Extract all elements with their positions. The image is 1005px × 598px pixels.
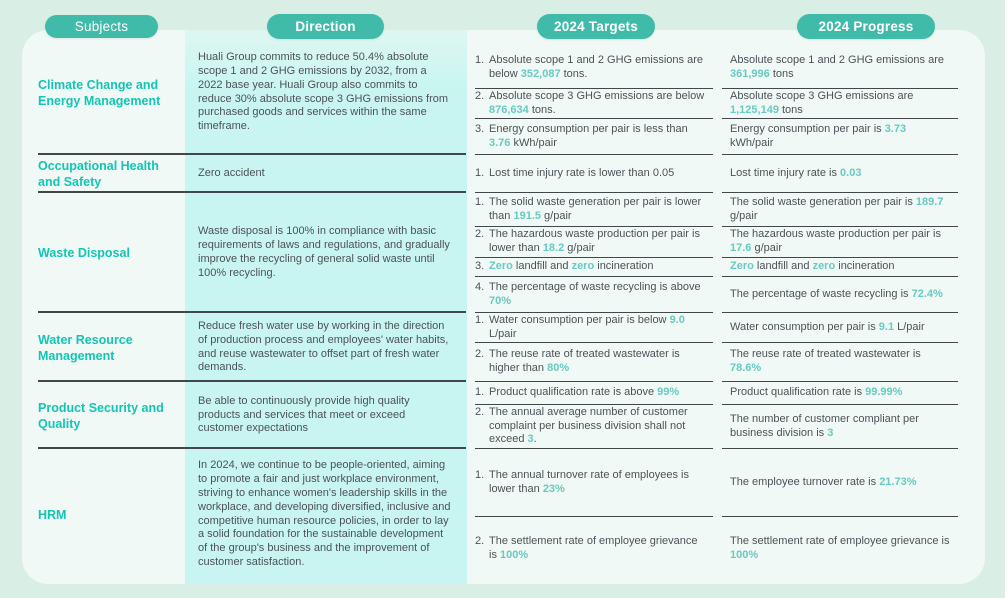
accent-value: 100% <box>500 548 529 561</box>
accent-value: 17.6 <box>730 242 752 254</box>
text-segment: Energy consumption per pair is less than <box>489 122 688 135</box>
accent-value: zero <box>812 260 836 273</box>
accent-value: 3 <box>527 433 534 446</box>
accent-value: 80% <box>547 362 570 374</box>
target-cell <box>475 277 713 313</box>
text-segment: The number of customer compliant per business division is <box>730 412 919 439</box>
progress-cell <box>722 343 958 382</box>
target-number: 1. <box>475 386 485 399</box>
progress-cell <box>722 405 958 449</box>
accent-value: 9.0 <box>669 313 685 326</box>
target-row-inner <box>475 167 705 181</box>
accent-value: 72.4% <box>911 287 943 300</box>
progress-cell <box>722 155 958 193</box>
text-segment: The annual turnover rate of employees is lower than <box>489 468 689 495</box>
subject-cell <box>22 449 185 580</box>
target-progress-items <box>467 449 985 580</box>
progress-text <box>730 348 952 375</box>
accent-value: 361,996 <box>730 68 770 80</box>
text-segment: Water consumption per pair is <box>730 320 879 333</box>
subject-label: Product Security and Quality <box>38 400 164 431</box>
text-segment: The settlement rate of employee grievance is <box>489 534 698 561</box>
target-text <box>489 54 705 81</box>
direction-text: Reduce fresh water use by working in the direction of production process and employees' water habits, and reuse wastewater to offset part of fresh water demands. <box>198 319 449 374</box>
text-segment: Lost time injury rate is <box>730 166 841 179</box>
text-segment: incineration <box>835 260 895 273</box>
target-progress-row <box>467 382 958 405</box>
progress-text <box>730 413 952 440</box>
target-number: 2. <box>475 534 485 547</box>
target-progress-row <box>467 258 958 277</box>
accent-value: zero <box>571 260 595 273</box>
progress-cell <box>722 48 958 89</box>
target-text <box>489 314 705 341</box>
text-segment: g/pair <box>751 242 782 254</box>
progress-text <box>730 260 895 274</box>
subject-cell <box>22 313 185 382</box>
subject-cell <box>22 30 185 155</box>
text-segment: Product qualification rate is <box>730 386 866 399</box>
target-row-inner <box>475 406 705 447</box>
target-text <box>489 228 705 255</box>
text-segment: g/pair <box>730 209 758 222</box>
text-segment: The solid waste generation per pair is lower than <box>489 195 702 222</box>
accent-value: 99.99% <box>865 386 903 399</box>
target-progress-row <box>467 313 958 343</box>
text-segment: The settlement rate of employee grievance is <box>730 534 950 547</box>
table-row <box>22 30 985 155</box>
target-text <box>489 406 705 447</box>
text-segment: tons <box>778 103 803 116</box>
accent-value: 191.5 <box>513 209 541 222</box>
text-segment: Energy consumption per pair is <box>730 122 885 135</box>
subject-cell <box>22 155 185 193</box>
accent-value: 3.76 <box>489 136 511 149</box>
accent-value: 21.73% <box>879 475 917 488</box>
direction-cell <box>185 30 467 155</box>
subject-label: Waste Disposal <box>38 246 130 260</box>
target-number: 2. <box>475 406 485 419</box>
accent-value: 189.7 <box>915 195 944 208</box>
text-segment: g/pair <box>564 242 595 254</box>
text-segment: Absolute scope 3 GHG emissions are <box>730 89 914 102</box>
direction-text: Be able to continuously provide high quality products and services that meet or exceed customer expectations <box>198 394 410 435</box>
target-text <box>489 260 705 274</box>
progress-cell <box>722 119 958 155</box>
progress-cell <box>722 382 958 405</box>
target-cell <box>475 227 713 258</box>
subject-cell <box>22 382 185 449</box>
text-segment: landfill and <box>753 260 813 273</box>
column-header-subjects: Subjects <box>45 15 158 38</box>
progress-text <box>730 476 917 490</box>
progress-text <box>730 90 952 117</box>
target-row-inner <box>475 260 705 274</box>
target-row-inner <box>475 348 705 375</box>
target-progress-row <box>467 343 958 382</box>
text-segment: The percentage of waste recycling is <box>730 287 912 300</box>
progress-text <box>730 288 943 302</box>
target-number: 2. <box>475 89 485 102</box>
text-segment: Absolute scope 1 and 2 GHG emissions are <box>730 54 945 67</box>
progress-cell <box>722 193 958 227</box>
text-segment: The percentage of waste recycling is above <box>489 280 701 293</box>
table-row <box>22 382 985 449</box>
text-segment: The solid waste generation per pair is <box>730 195 916 208</box>
target-cell <box>475 193 713 227</box>
accent-value: 70% <box>489 294 512 307</box>
text-segment: landfill and <box>512 260 572 273</box>
text-segment: Lost time injury rate is lower than 0.05 <box>489 166 675 179</box>
column-header-2024-targets: 2024 Targets <box>537 14 655 39</box>
target-number: 4. <box>475 280 485 293</box>
subject-label: Climate Change and Energy Management <box>38 77 161 108</box>
target-text <box>489 469 705 496</box>
subject-label: Water Resource Management <box>38 332 133 363</box>
targets-table-card <box>22 30 985 584</box>
progress-cell <box>722 449 958 517</box>
table-row <box>22 449 985 580</box>
progress-text <box>730 167 861 181</box>
accent-value: Zero <box>730 260 754 273</box>
accent-value: 100% <box>730 548 759 561</box>
target-text <box>489 535 705 562</box>
text-segment: Absolute scope 3 GHG emissions are below <box>489 89 705 102</box>
text-segment: Product qualification rate is above <box>489 386 658 399</box>
target-cell <box>475 517 713 580</box>
target-row-inner <box>475 386 705 400</box>
target-progress-row <box>467 517 958 580</box>
accent-value: 352,087 <box>520 68 561 80</box>
target-cell <box>475 48 713 89</box>
accent-value: 99% <box>657 386 680 399</box>
accent-value: 9.1 <box>878 320 895 333</box>
text-segment: The hazardous waste production per pair is lower than <box>489 228 700 254</box>
text-segment: The reuse rate of treated wastewater is <box>730 348 921 361</box>
target-number: 1. <box>475 468 485 481</box>
target-cell <box>475 119 713 155</box>
target-cell <box>475 405 713 449</box>
progress-cell <box>722 313 958 343</box>
target-progress-items <box>467 155 985 193</box>
target-progress-items <box>467 193 985 313</box>
text-segment: The annual average number of customer complaint per business division shall not exceed <box>489 406 688 446</box>
direction-cell <box>185 382 467 449</box>
target-cell <box>475 258 713 277</box>
target-cell <box>475 155 713 193</box>
progress-text <box>730 54 952 81</box>
accent-value: 1,125,149 <box>730 103 779 116</box>
table-body <box>22 30 985 584</box>
target-progress-row <box>467 119 958 155</box>
column-header-direction: Direction <box>267 14 384 39</box>
table-row <box>22 313 985 382</box>
text-segment: Absolute scope 1 and 2 GHG emissions are below <box>489 54 704 80</box>
target-row-inner <box>475 535 705 562</box>
accent-value: 18.2 <box>542 242 565 254</box>
text-segment: tons. <box>560 68 588 80</box>
progress-cell <box>722 277 958 313</box>
target-number: 1. <box>475 166 485 179</box>
accent-value: 0.03 <box>840 166 862 179</box>
target-text <box>489 90 705 117</box>
target-text <box>489 348 705 375</box>
table-row <box>22 193 985 313</box>
target-progress-row <box>467 89 958 119</box>
target-progress-row <box>467 48 958 89</box>
accent-value: Zero <box>489 260 513 273</box>
text-segment: tons. <box>528 103 556 116</box>
text-segment: The hazardous waste production per pair is <box>730 228 941 241</box>
target-row-inner <box>475 196 705 223</box>
text-segment: incineration <box>594 260 654 273</box>
direction-text: Huali Group commits to reduce 50.4% absolute scope 1 and 2 GHG emissions by 2032, from a 2022 base year. Huali Group also commits to reduce 30% absolute scope 3 GHG emissions from purchased goods and services within the same timeframe. <box>198 51 449 133</box>
target-row-inner <box>475 469 705 496</box>
target-text <box>489 123 705 150</box>
text-segment: L/pair <box>489 327 517 340</box>
text-segment: kWh/pair <box>510 136 557 149</box>
text-segment: The employee turnover rate is <box>730 475 880 488</box>
target-row-inner <box>475 123 705 150</box>
text-segment: The reuse rate of treated wastewater is higher than <box>489 348 680 374</box>
target-progress-row <box>467 155 958 193</box>
target-row-inner <box>475 90 705 117</box>
target-progress-items <box>467 313 985 382</box>
target-progress-row <box>467 405 958 449</box>
accent-value: 78.6% <box>730 362 762 374</box>
progress-cell <box>722 258 958 277</box>
target-number: 3. <box>475 260 485 273</box>
subject-label: Occupational Health and Safety <box>38 159 159 189</box>
target-text <box>489 386 705 400</box>
target-cell <box>475 343 713 382</box>
table-row <box>22 155 985 193</box>
text-segment: . <box>533 433 537 446</box>
progress-text <box>730 535 952 562</box>
progress-text <box>730 196 952 223</box>
direction-cell <box>185 313 467 382</box>
target-text <box>489 196 705 223</box>
text-segment: tons <box>769 68 794 80</box>
target-text <box>489 167 705 181</box>
target-row-inner <box>475 281 705 308</box>
target-text <box>489 281 705 308</box>
accent-value: 3.73 <box>884 122 907 135</box>
progress-text <box>730 228 952 255</box>
direction-cell <box>185 193 467 313</box>
target-number: 2. <box>475 228 485 241</box>
target-progress-row <box>467 227 958 258</box>
text-segment: L/pair <box>894 320 925 333</box>
progress-text <box>730 123 952 150</box>
text-segment: kWh/pair <box>730 136 774 149</box>
target-number: 1. <box>475 195 485 208</box>
accent-value: 23% <box>542 482 565 495</box>
target-progress-row <box>467 193 958 227</box>
accent-value: 3 <box>827 426 834 439</box>
subject-label: HRM <box>38 507 67 522</box>
direction-cell <box>185 155 467 193</box>
direction-text: In 2024, we continue to be people-oriented, aiming to promote a fair and just workplace environment, striving to enhance women's leadership skills in the workplace, and developing diversified, inclusive and competitive human resource policies, in order to lay a solid foundation for the sustainable development of the group's business and the improvement of customer satisfaction. <box>198 459 451 568</box>
target-progress-row <box>467 277 958 313</box>
direction-cell <box>185 449 467 580</box>
target-cell <box>475 313 713 343</box>
target-number: 2. <box>475 348 485 361</box>
target-row-inner <box>475 54 705 81</box>
direction-text: Zero accident <box>198 167 265 180</box>
column-header-2024-progress: 2024 Progress <box>797 14 935 39</box>
progress-text <box>730 386 902 400</box>
accent-value: 876,634 <box>489 103 529 116</box>
subject-cell <box>22 193 185 313</box>
target-number: 1. <box>475 313 485 326</box>
target-row-inner <box>475 228 705 255</box>
target-progress-row <box>467 449 958 517</box>
target-number: 3. <box>475 122 485 135</box>
target-cell <box>475 89 713 119</box>
target-progress-items <box>467 382 985 449</box>
target-cell <box>475 449 713 517</box>
target-number: 1. <box>475 54 485 67</box>
target-cell <box>475 382 713 405</box>
target-row-inner <box>475 314 705 341</box>
text-segment: g/pair <box>541 209 572 222</box>
progress-text <box>730 321 925 335</box>
progress-cell <box>722 89 958 119</box>
progress-cell <box>722 517 958 580</box>
target-progress-items <box>467 30 985 155</box>
text-segment: Water consumption per pair is below <box>489 313 670 326</box>
direction-text: Waste disposal is 100% in compliance with basic requirements of laws and regulations, and gradually improve the recycling of general solid waste until 100% recycling. <box>198 225 450 279</box>
progress-cell <box>722 227 958 258</box>
